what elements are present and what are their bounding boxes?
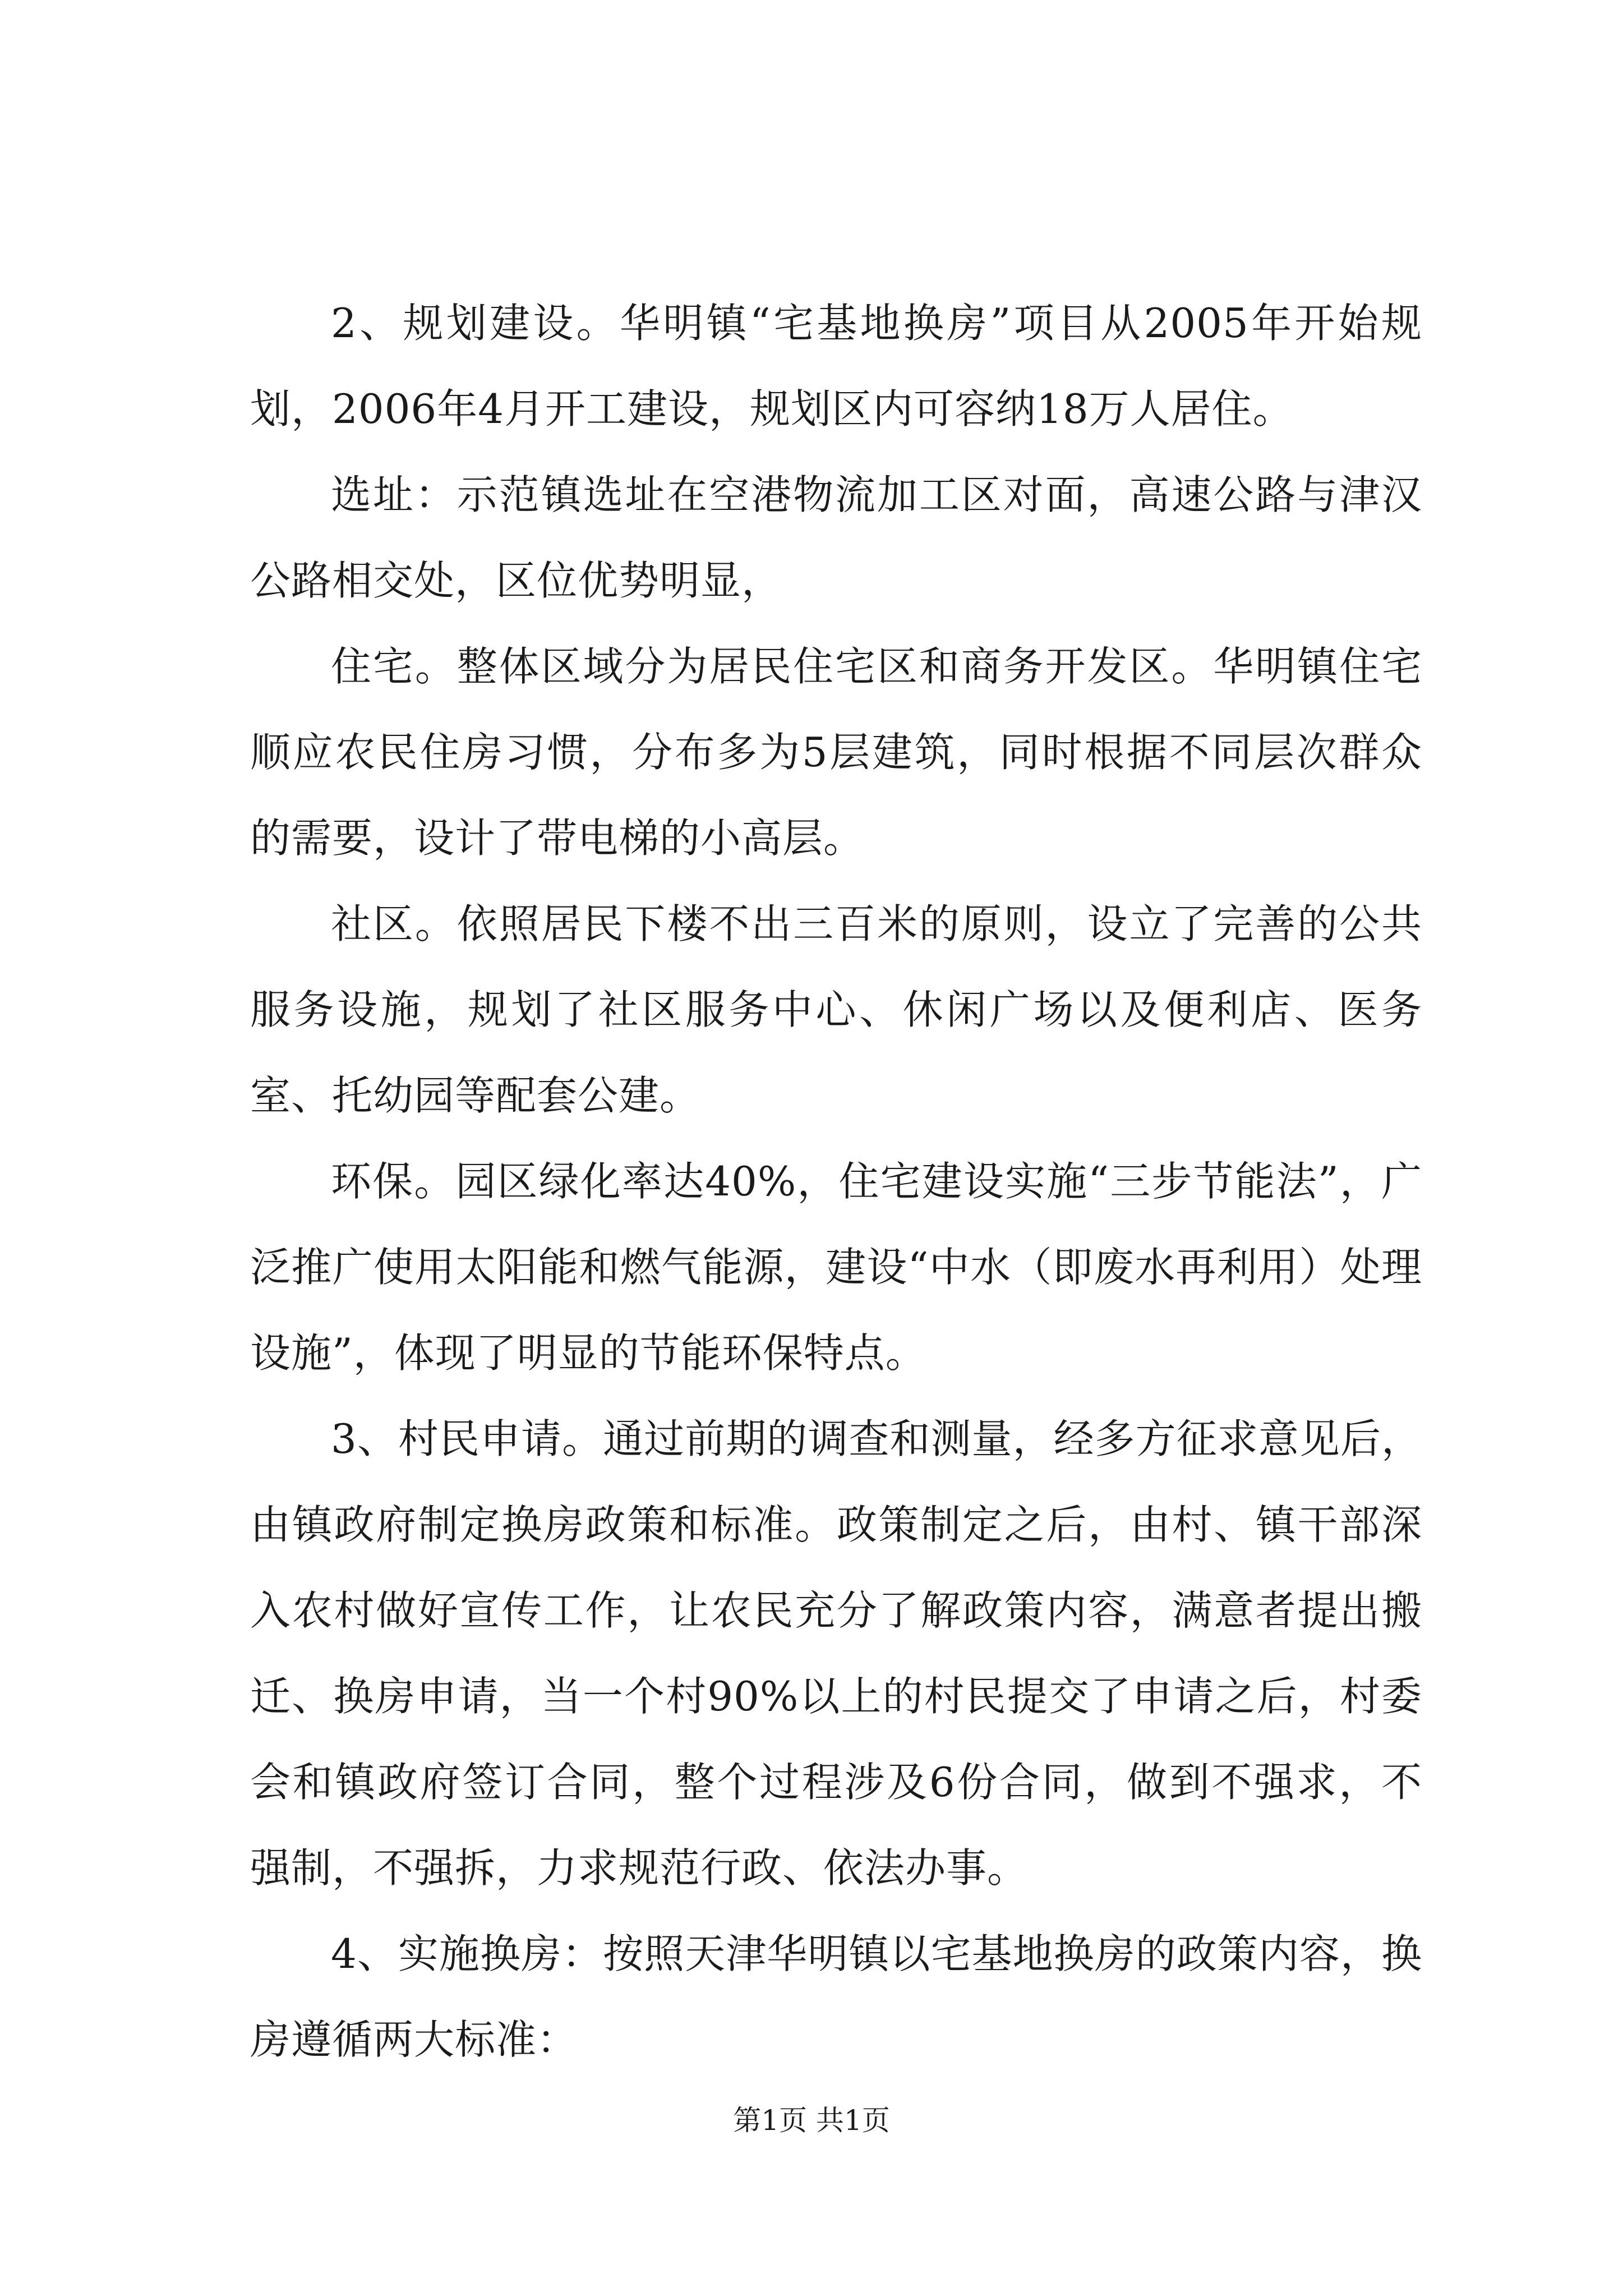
paragraph-community: 社区。依照居民下楼不出三百米的原则，设立了完善的公共服务设施，规划了社区服务中心、休闲广场以及便利店、医务室、托幼园等配套公建。 xyxy=(250,900,1422,1119)
paragraph-implementation: 4、实施换房：按照天津华明镇以宅基地换房的政策内容，换房遵循两大标准： xyxy=(250,1930,1422,2063)
paragraph-environment: 环保。园区绿化率达40%，住宅建设实施“三步节能法”，广泛推广使用太阳能和燃气能源，建设“中水（即废水再利用）处理设施”，体现了明显的节能环保特点。 xyxy=(250,1158,1422,1377)
page-footer: 第1页 共1页 xyxy=(733,2104,890,2137)
paragraph-planning: 2、规划建设。华明镇“宅基地换房”项目从2005年开始规划，2006年4月开工建设，规划区内可容纳18万人居住。 xyxy=(250,300,1422,432)
document-body xyxy=(250,280,1422,2083)
paragraph-housing: 住宅。整体区域分为居民住宅区和商务开发区。华明镇住宅顺应农民住房习惯，分布多为5层建筑，同时根据不同层次群众的需要，设计了带电梯的小高层。 xyxy=(250,643,1422,862)
paragraph-site-selection: 选址：示范镇选址在空港物流加工区对面，高速公路与津汉公路相交处，区位优势明显， xyxy=(250,471,1422,604)
paragraph-villager-application: 3、村民申请。通过前期的调查和测量，经多方征求意见后，由镇政府制定换房政策和标准。政策制定之后，由村、镇干部深入农村做好宣传工作，让农民充分了解政策内容，满意者提出搬迁、换房申请，当一个村90%以上的村民提交了申请之后，村委会和镇政府签订合同，整个过程涉及6份合同，做到不强求，不强制，不强拆，力求规范行政、依法办事。 xyxy=(250,1415,1422,1892)
